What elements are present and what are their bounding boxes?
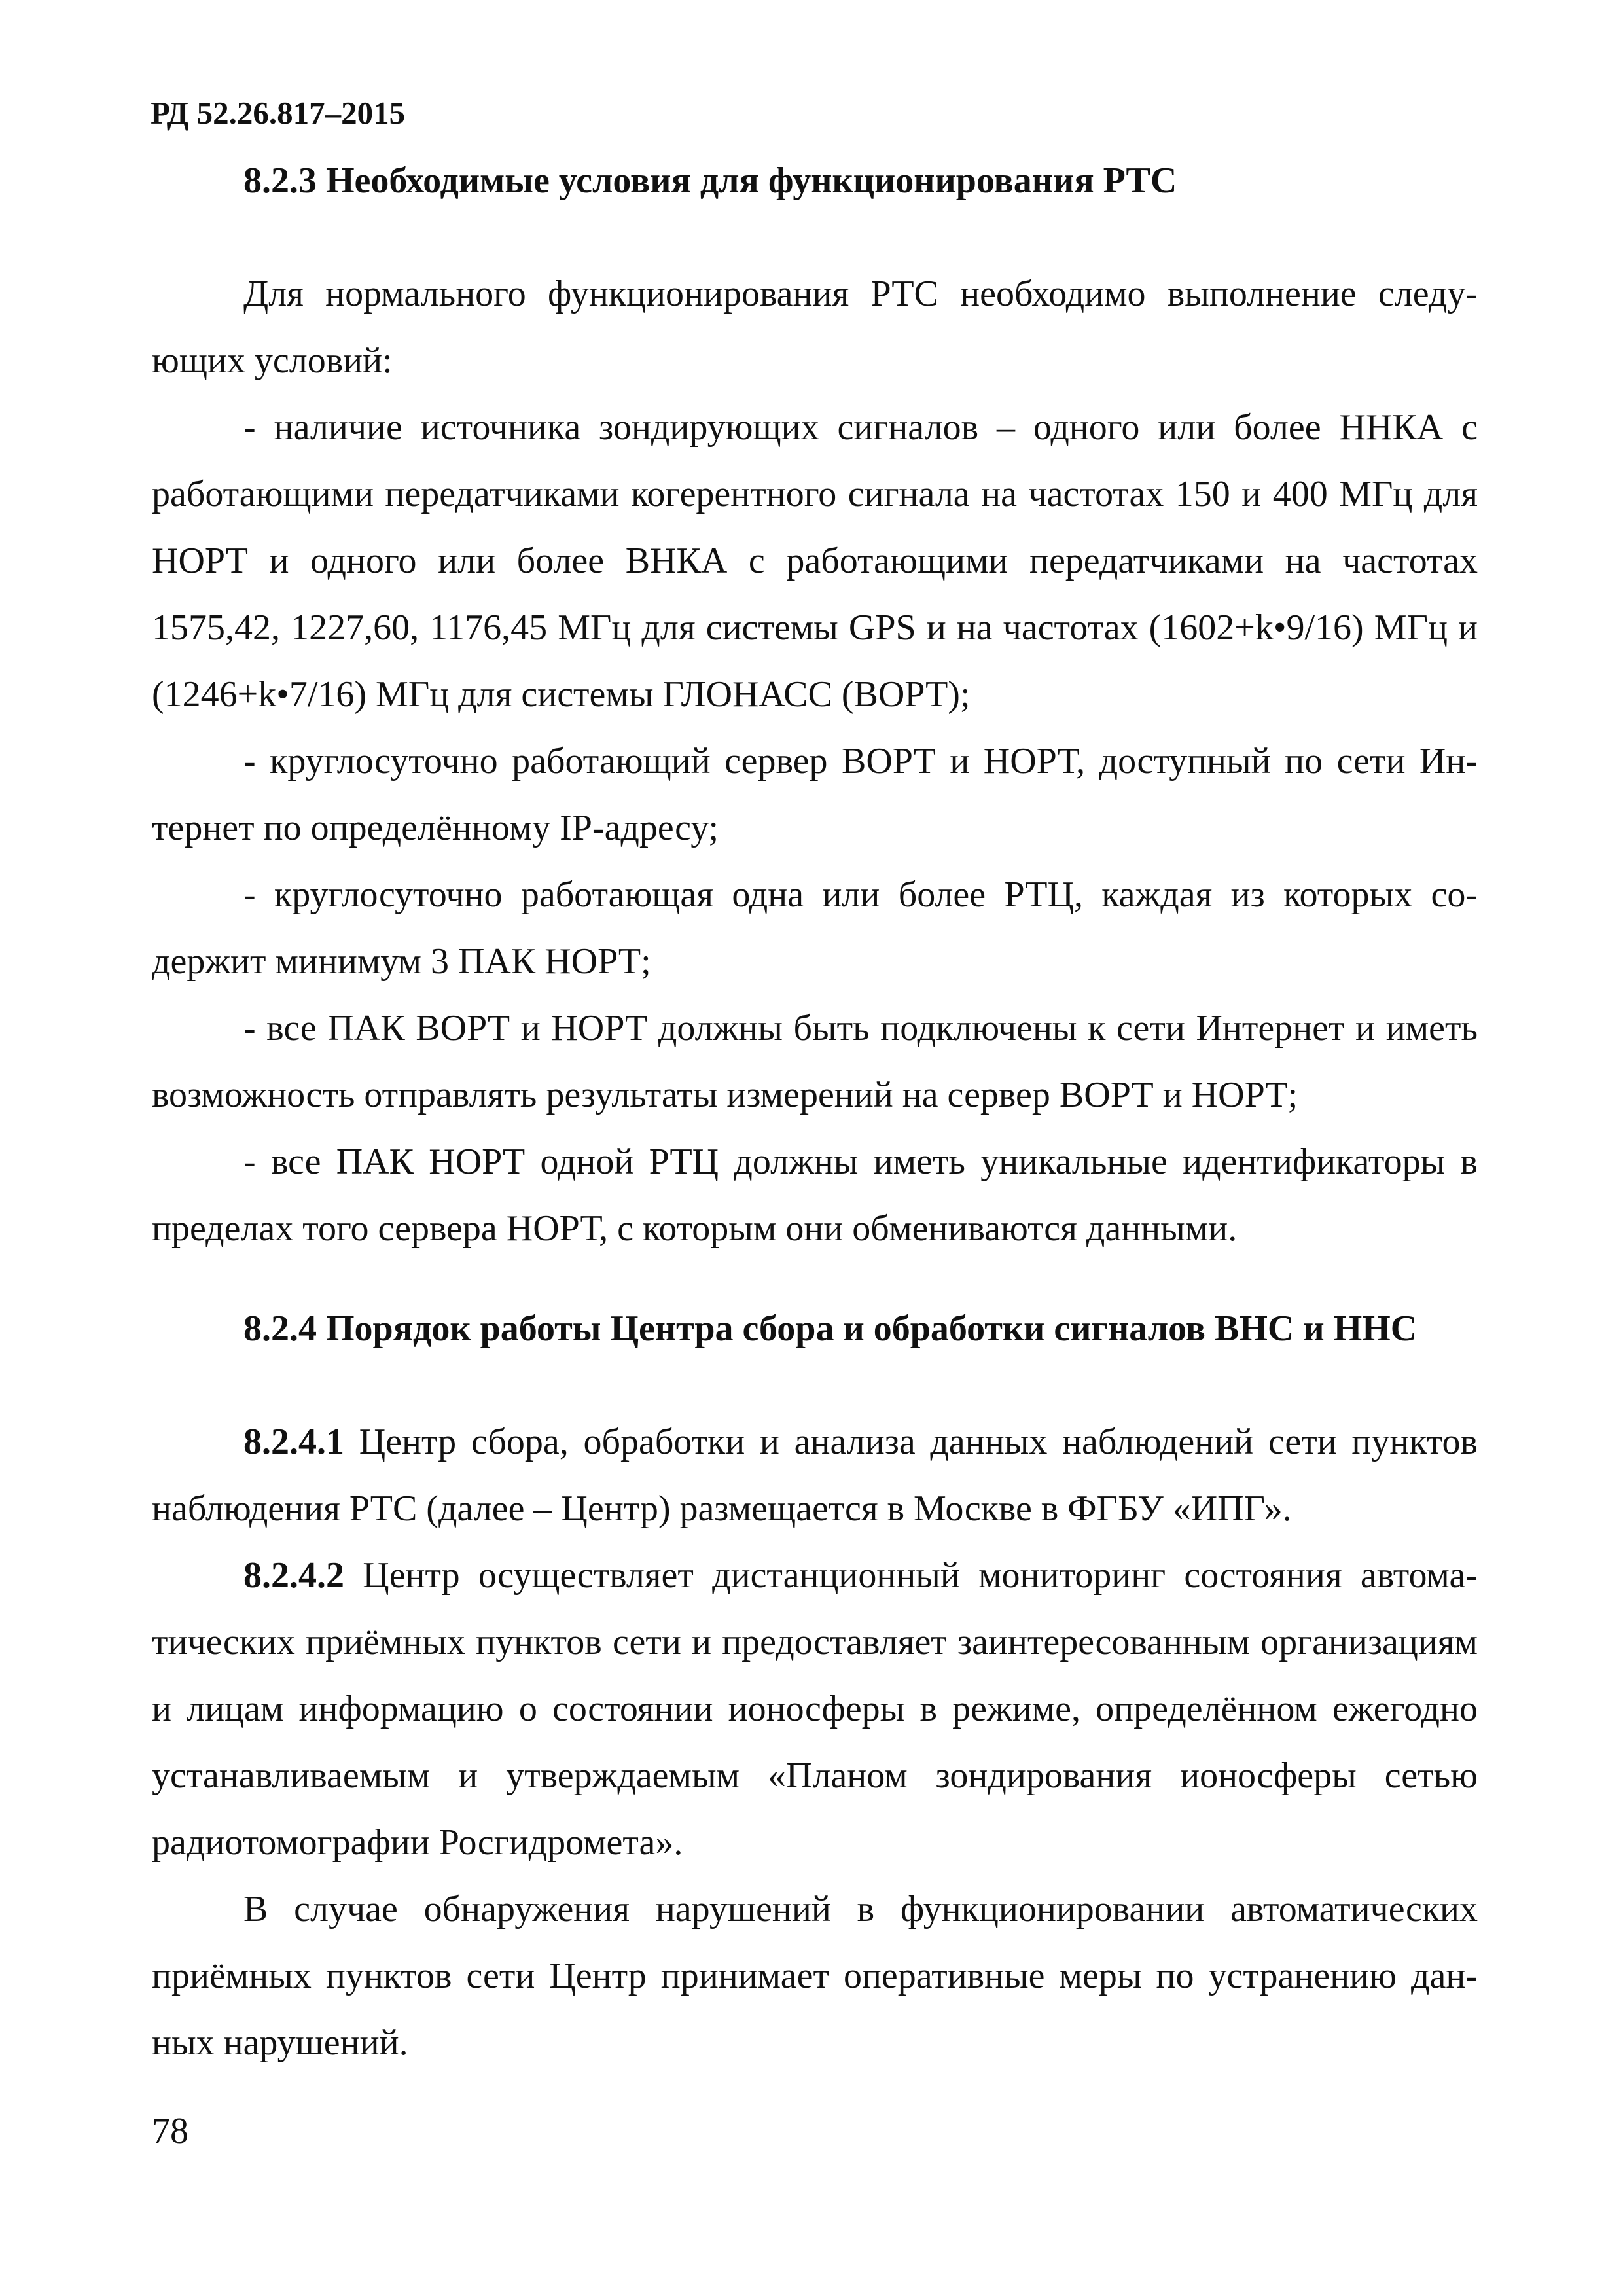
paragraph-8-2-4-1-text: Центр сбора, обработки и анализа данных наблюдений сети пунктов наблюдения РТС (далее – Центр) размещается в Москве в ФГБУ «ИПГ». bbox=[152, 1422, 1478, 1529]
section-8-2-3-intro: Для нормального функционирования РТС необходимо выполнение следующих условий: bbox=[152, 274, 1478, 381]
document-code: РД 52.26.817–2015 bbox=[151, 95, 406, 131]
paragraph-8-2-4-1 bbox=[152, 1408, 1478, 1542]
paragraph-8-2-4-2-number: 8.2.4.2 bbox=[243, 1555, 344, 1596]
condition-item-server: - круглосуточно работающий сервер ВОРТ и НОРТ, доступный по сети Интернет по определённому IP-адресу; bbox=[152, 741, 1478, 848]
paragraph-8-2-4-1-number: 8.2.4.1 bbox=[243, 1422, 344, 1462]
condition-item-signal-sources: - наличие источника зондирующих сигналов – одного или более ННКА с работающими передатчиками когерентного сигнала на частотах 150 и 400 МГц для НОРТ и одного или более ВНКА с работающими передатчиками на частотах 1575,42, 1227,60, 1176,45 МГц для системы GPS и на частотах (1602+k•9/16) МГц и (1246+k•7/16) МГц для системы ГЛОНАСС (ВОРТ); bbox=[152, 407, 1478, 715]
paragraph-8-2-4-2-text: Центр осуществляет дистанционный мониторинг состояния автоматических приёмных пунктов сети и предоставляет заинтересованным организациям и лицам информацию о состоянии ионосферы в режиме, определённом ежегодно устанавливаемым и утверждаемым «Планом зондирования ионосферы сетью радиотомографии Росгидромета». bbox=[152, 1555, 1478, 1863]
page-number: 78 bbox=[152, 2111, 188, 2151]
section-8-2-3-heading: 8.2.3 Необходимые условия для функционирования РТС bbox=[243, 160, 1177, 201]
condition-item-identifiers: - все ПАК НОРТ одной РТЦ должны иметь уникальные идентификаторы в пределах того сервера НОРТ, с которым они обмениваются данными. bbox=[152, 1141, 1478, 1249]
condition-item-rtc: - круглосуточно работающая одна или более РТЦ, каждая из которых содержит минимум 3 ПАК НОРТ; bbox=[152, 874, 1478, 982]
section-8-2-4-heading: 8.2.4 Порядок работы Центра сбора и обработки сигналов ВНС и ННС bbox=[243, 1308, 1418, 1349]
paragraph-8-2-4-2 bbox=[152, 1542, 1478, 1876]
paragraph-violations: В случае обнаружения нарушений в функционировании автоматических приёмных пунктов сети Центр принимает оперативные меры по устранению данных нарушений. bbox=[152, 1889, 1478, 2063]
condition-item-internet: - все ПАК ВОРТ и НОРТ должны быть подключены к сети Интернет и иметь возможность отправлять результаты измерений на сервер ВОРТ и НОРТ; bbox=[152, 1008, 1478, 1115]
